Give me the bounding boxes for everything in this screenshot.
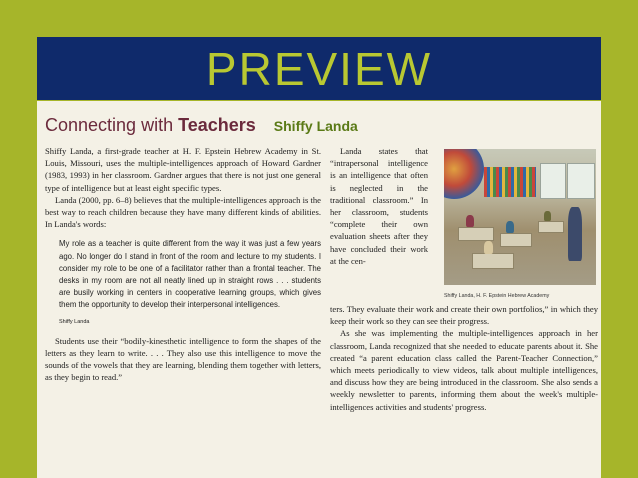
block-quote: My role as a teacher is quite different from the way it was just a few years ago. No longer do I stand in front of the room and lecture to my students. I consider my role to be one of a facilitator rather than a frontal teacher. The desks in my room are not all neatly lined up in straight rows . . . students are busily working in centers in cooperative learning groups, which gives them the opportunity to develop their interpersonal intelligences.: [59, 239, 321, 310]
heading-name: Shiffy Landa: [273, 118, 358, 134]
heading-part2: Teachers: [178, 115, 256, 135]
left-paragraph-1: Shiffy Landa, a first-grade teacher at H. F. Epstein Hebrew Academy in St. Louis, Missouri, uses the multiple-intelligences approach of Howard Gardner (1983, 1993) in her classroom. Gardner argues that there is not just one general type of intelligence but at least eight specific types.: [45, 146, 321, 193]
bookshelf: [484, 167, 536, 197]
right-full-text: [330, 303, 598, 413]
quote-attribution: Shiffy Landa: [59, 318, 90, 325]
desk: [538, 221, 564, 233]
preview-banner: [37, 37, 601, 100]
classroom-photo: [444, 149, 596, 285]
desk: [472, 253, 514, 269]
window-left: [540, 163, 566, 199]
student: [484, 241, 493, 254]
photo-caption: Shiffy Landa, H. F. Epstein Hebrew Academy: [444, 293, 550, 299]
textbook-page: [37, 101, 601, 478]
left-column: [45, 145, 321, 383]
student: [544, 211, 551, 221]
right-paragraph-2: As she was implementing the multiple-intelligences approach in her classroom, Landa recognized that she needed to educate parents about it. She created “a parent education class called the Parent-Teacher Connection,” which meets periodically to view videos, talk about multiple intelligences, and discuss how they are being introduced in the classroom. She also sends a weekly newsletter to parents, informing them about the week's multiple-intelligences activities and students' progress.: [330, 328, 598, 412]
narrow-text: [330, 145, 428, 267]
teacher-figure: [568, 207, 582, 261]
left-paragraph-3: Students use their “bodily-kinesthetic intelligence to form the shapes of the letters as they learn to write. . . . They also use this intelligence to move the sounds of the vowels that they are learning, blending them together with letters, as they begin to read.”: [45, 335, 321, 383]
window-right: [567, 163, 595, 199]
desk: [500, 233, 532, 247]
right-narrow-paragraph: Landa states that “intrapersonal intelligence is an intelligence that often is neglected in the traditional classroom.” In her classroom, students “complete their own evaluation sheets after they have concluded their work at the cen-: [330, 146, 428, 266]
heading-part1: Connecting with: [45, 115, 179, 135]
banner-title: PREVIEW: [205, 42, 433, 95]
desk: [458, 227, 494, 241]
student: [466, 215, 474, 227]
left-paragraph-2: Landa (2000, pp. 6–8) believes that the multiple-intelligences approach is the best way to reach children because they have many different kinds of abilities. In Landa's words:: [45, 194, 321, 230]
right-paragraph-1: ters. They evaluate their work and create their own portfolios,” in which they keep their work so they can see their progress.: [330, 304, 598, 327]
student: [506, 221, 514, 233]
right-column: [330, 145, 598, 412]
section-heading: [45, 115, 358, 136]
mural-decoration: [444, 149, 484, 199]
